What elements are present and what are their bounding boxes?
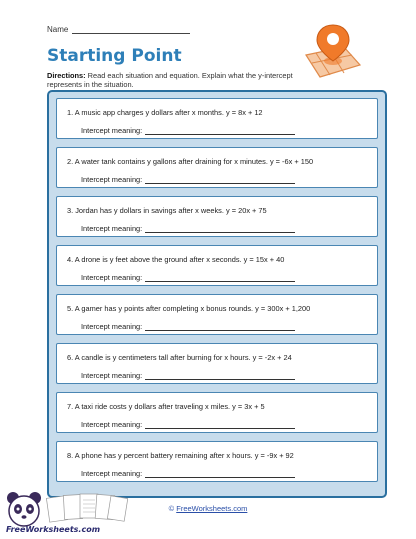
answer-line-1[interactable] bbox=[145, 127, 295, 135]
directions-label: Directions: bbox=[47, 71, 86, 80]
problem-8-text: 8. A phone has y percent battery remaining after x hours. y = -9x + 92 bbox=[67, 451, 294, 460]
intercept-row-5 bbox=[81, 322, 295, 331]
directions-text: Read each situation and equation. Explain what the y-intercept represents in the situation. bbox=[47, 71, 293, 89]
problem-4-text: 4. A drone is y feet above the ground after x seconds. y = 15x + 40 bbox=[67, 255, 285, 264]
footer-site-link[interactable]: FreeWorksheets.com bbox=[176, 504, 248, 513]
intercept-label: Intercept meaning: bbox=[81, 371, 143, 380]
name-line[interactable] bbox=[72, 25, 190, 34]
intercept-row-8 bbox=[81, 469, 295, 478]
page-title: Starting Point bbox=[47, 46, 182, 66]
answer-line-7[interactable] bbox=[145, 421, 295, 429]
intercept-label: Intercept meaning: bbox=[81, 175, 143, 184]
intercept-label: Intercept meaning: bbox=[81, 273, 143, 282]
problem-1-text: 1. A music app charges y dollars after x months. y = 8x + 12 bbox=[67, 108, 263, 117]
answer-line-2[interactable] bbox=[145, 176, 295, 184]
copyright-symbol: © bbox=[168, 504, 175, 513]
intercept-row-3 bbox=[81, 224, 295, 233]
problem-card-5 bbox=[56, 294, 378, 335]
directions bbox=[47, 71, 297, 89]
problem-card-3 bbox=[56, 196, 378, 237]
problem-card-7 bbox=[56, 392, 378, 433]
problem-card-4 bbox=[56, 245, 378, 286]
problem-card-8 bbox=[56, 441, 378, 482]
brand-logo-text: FreeWorksheets.com bbox=[6, 525, 101, 534]
footer bbox=[0, 504, 416, 513]
intercept-label: Intercept meaning: bbox=[81, 322, 143, 331]
problem-6-text: 6. A candle is y centimeters tall after burning for x hours. y = -2x + 24 bbox=[67, 353, 292, 362]
answer-line-3[interactable] bbox=[145, 225, 295, 233]
intercept-row-4 bbox=[81, 273, 295, 282]
map-pin-icon bbox=[300, 21, 364, 81]
intercept-label: Intercept meaning: bbox=[81, 224, 143, 233]
problem-card-1 bbox=[56, 98, 378, 139]
intercept-label: Intercept meaning: bbox=[81, 126, 143, 135]
problem-card-2 bbox=[56, 147, 378, 188]
answer-line-8[interactable] bbox=[145, 470, 295, 478]
problem-2-text: 2. A water tank contains y gallons after draining for x minutes. y = -6x + 150 bbox=[67, 157, 314, 166]
problem-card-6 bbox=[56, 343, 378, 384]
name-label: Name bbox=[47, 25, 69, 34]
answer-line-6[interactable] bbox=[145, 372, 295, 380]
intercept-row-6 bbox=[81, 371, 295, 380]
intercept-label: Intercept meaning: bbox=[81, 420, 143, 429]
answer-line-5[interactable] bbox=[145, 323, 295, 331]
problem-5-text: 5. A gamer has y points after completing x bonus rounds. y = 300x + 1,200 bbox=[67, 304, 311, 313]
answer-line-4[interactable] bbox=[145, 274, 295, 282]
intercept-row-2 bbox=[81, 175, 295, 184]
problem-3-text: 3. Jordan has y dollars in savings after x weeks. y = 20x + 75 bbox=[67, 206, 267, 215]
name-row bbox=[47, 25, 190, 34]
problems-box bbox=[47, 90, 387, 498]
intercept-label: Intercept meaning: bbox=[81, 469, 143, 478]
problem-7-text: 7. A taxi ride costs y dollars after traveling x miles. y = 3x + 5 bbox=[67, 402, 265, 411]
intercept-row-7 bbox=[81, 420, 295, 429]
intercept-row-1 bbox=[81, 126, 295, 135]
